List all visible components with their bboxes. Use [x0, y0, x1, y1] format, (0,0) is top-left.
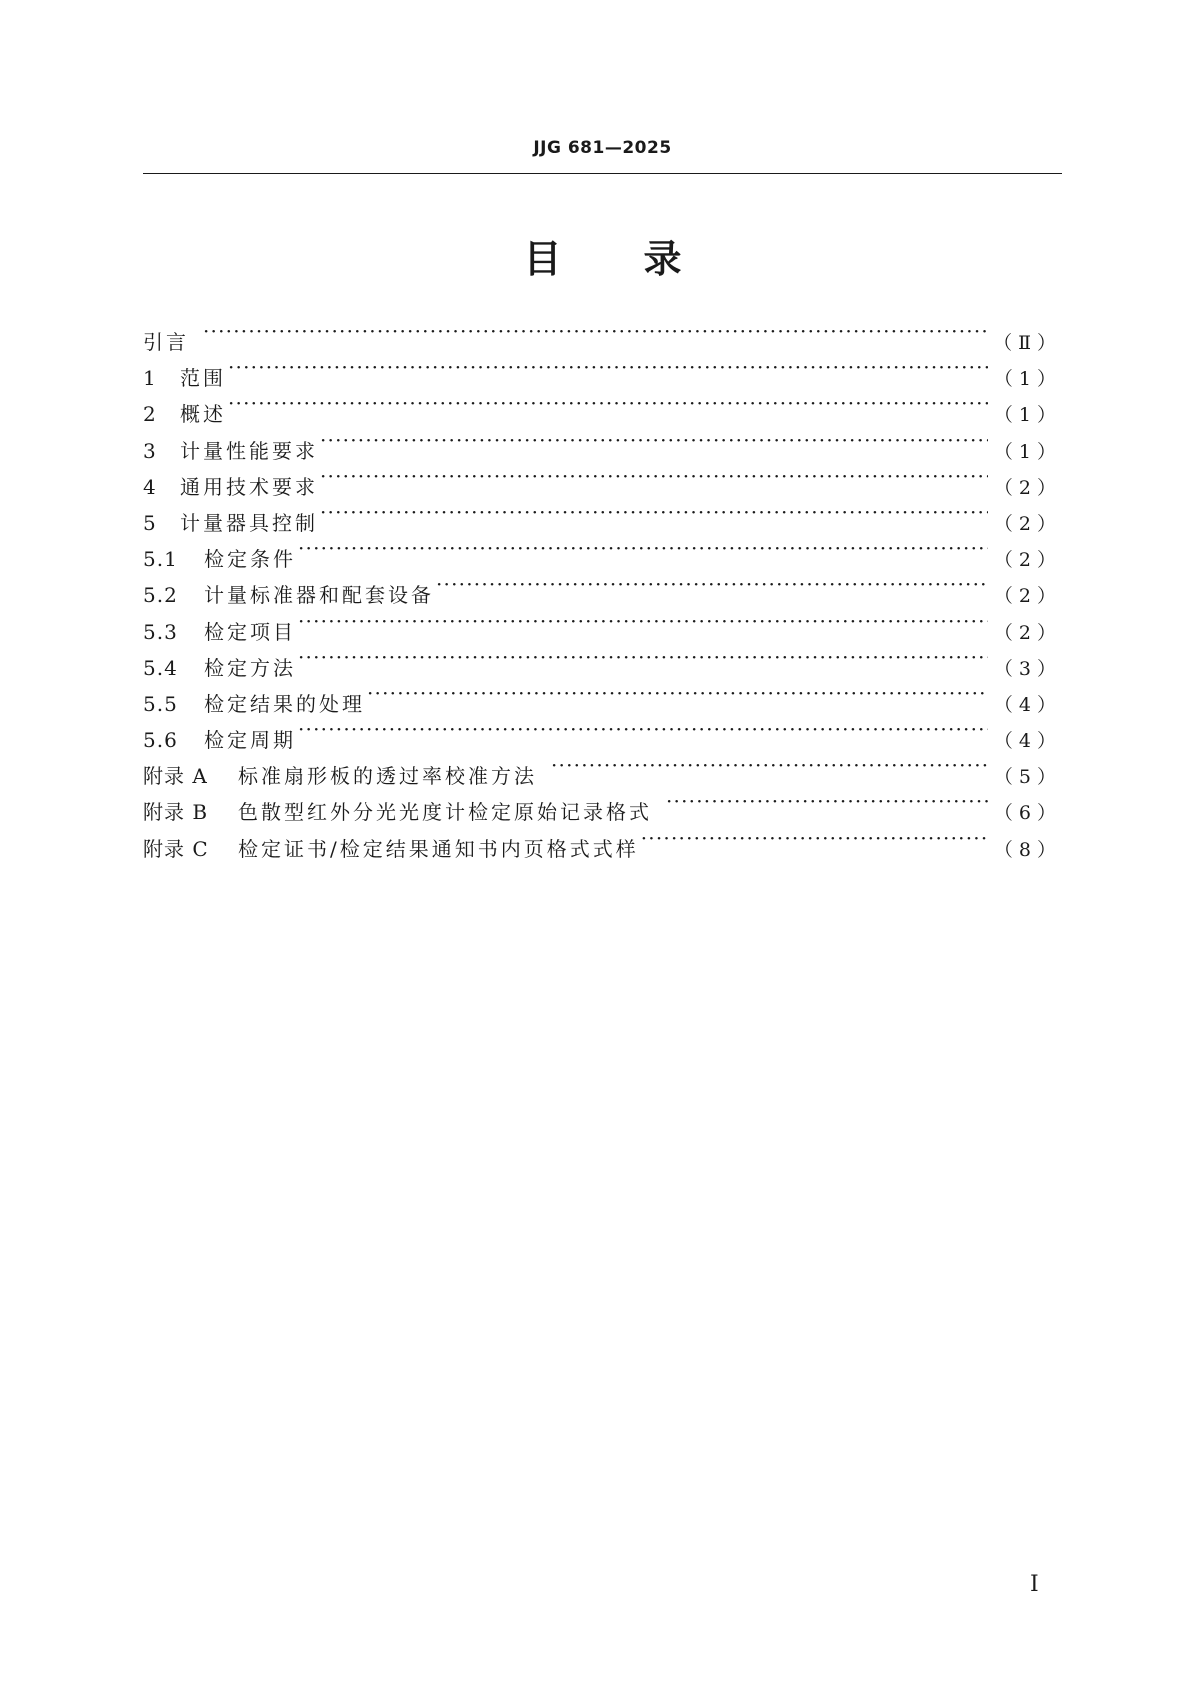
toc-dot-leader — [320, 422, 988, 458]
toc-entry-label: 色散型红外分光光度计检定原始记录格式 — [238, 800, 652, 825]
toc-dot-leader — [641, 820, 988, 856]
toc-entry-2[interactable] — [143, 385, 1062, 427]
toc-dot-leader — [228, 349, 988, 385]
toc-entry-3[interactable] — [143, 422, 1062, 463]
toc-dot-leader — [666, 783, 988, 819]
toc-dot-leader — [551, 747, 988, 783]
toc-entry-label: 概述 — [180, 402, 226, 427]
toc-entry-label: 范围 — [180, 366, 226, 391]
toc-dot-leader — [367, 675, 988, 711]
toc-entry-label: 检定项目 — [204, 619, 296, 644]
toc-entry-number: 5 — [143, 510, 157, 535]
toc-dot-leader — [228, 385, 988, 421]
toc-entry-page: （4） — [993, 693, 1062, 716]
toc-entry-page: （2） — [993, 512, 1062, 535]
toc-dot-leader — [298, 711, 988, 747]
header-rule — [143, 173, 1062, 174]
toc-entry-page: （2） — [993, 621, 1062, 644]
toc-dot-leader — [298, 603, 988, 639]
toc-entry-page: （8） — [993, 838, 1062, 861]
toc-entry-number: 2 — [143, 402, 157, 427]
toc-entry-page: （4） — [993, 730, 1062, 753]
toc-dot-leader — [320, 458, 988, 494]
toc-entry-label: 检定周期 — [204, 728, 296, 753]
toc-entry-number: 5.4 — [143, 655, 178, 680]
toc-entry-number: 5.2 — [143, 583, 178, 608]
title-char-1: 目 — [523, 237, 562, 281]
toc-entry-number: 1 — [143, 366, 157, 391]
toc-entry-page: （2） — [993, 585, 1062, 608]
toc-dot-leader — [436, 566, 988, 602]
toc-entry-number: 附录 A — [143, 764, 208, 789]
toc-entry-page: （3） — [993, 657, 1062, 680]
toc-entry-label: 检定证书/检定结果通知书内页格式式样 — [238, 836, 639, 861]
toc-entry-foreword[interactable] — [143, 313, 1062, 354]
toc-dot-leader — [320, 494, 988, 530]
running-header — [143, 138, 1062, 158]
toc-entry-label: 通用技术要求 — [180, 474, 318, 499]
page-number: Ⅰ — [1030, 1572, 1039, 1597]
toc-entry-number: 5.3 — [143, 619, 178, 644]
toc-entry-number: 附录 B — [143, 800, 209, 825]
toc-entry-label: 检定方法 — [204, 655, 296, 680]
toc-entry-page: （6） — [993, 802, 1062, 825]
toc-entry-number: 附录 C — [143, 836, 209, 861]
document-code: JJG 681—2025 — [533, 138, 672, 158]
toc-entry-page: （Ⅱ） — [993, 332, 1062, 354]
toc-entry-label: 检定条件 — [204, 547, 296, 572]
toc-entry-number: 4 — [143, 474, 157, 499]
toc-entry-label: 检定结果的处理 — [204, 691, 365, 716]
toc-entry-page: （2） — [993, 549, 1062, 572]
toc-entry-page: （1） — [993, 440, 1062, 463]
toc-entry-page: （1） — [993, 368, 1062, 391]
toc-entry-label: 标准扇形板的透过率校准方法 — [238, 764, 537, 789]
toc-dot-leader — [203, 313, 987, 349]
toc-entry-1[interactable] — [143, 349, 1062, 391]
toc-entry-label: 计量器具控制 — [180, 510, 318, 535]
toc-entry-number: 5.5 — [143, 691, 178, 716]
toc-entry-number: 3 — [143, 438, 157, 463]
table-of-contents — [143, 313, 1062, 861]
toc-entry-page: （2） — [993, 476, 1062, 499]
toc-entry-label: 计量标准器和配套设备 — [204, 583, 434, 608]
toc-entry-number: 5.6 — [143, 728, 178, 753]
page-title — [143, 228, 1062, 283]
toc-entry-label: 计量性能要求 — [180, 438, 318, 463]
title-char-2: 录 — [643, 237, 682, 281]
toc-entry-page: （5） — [993, 766, 1062, 789]
toc-entry-number: 5.1 — [143, 547, 178, 572]
toc-dot-leader — [298, 530, 988, 566]
toc-entry-page: （1） — [993, 404, 1062, 427]
toc-dot-leader — [298, 639, 988, 675]
toc-entry-label: 引言 — [143, 330, 189, 354]
